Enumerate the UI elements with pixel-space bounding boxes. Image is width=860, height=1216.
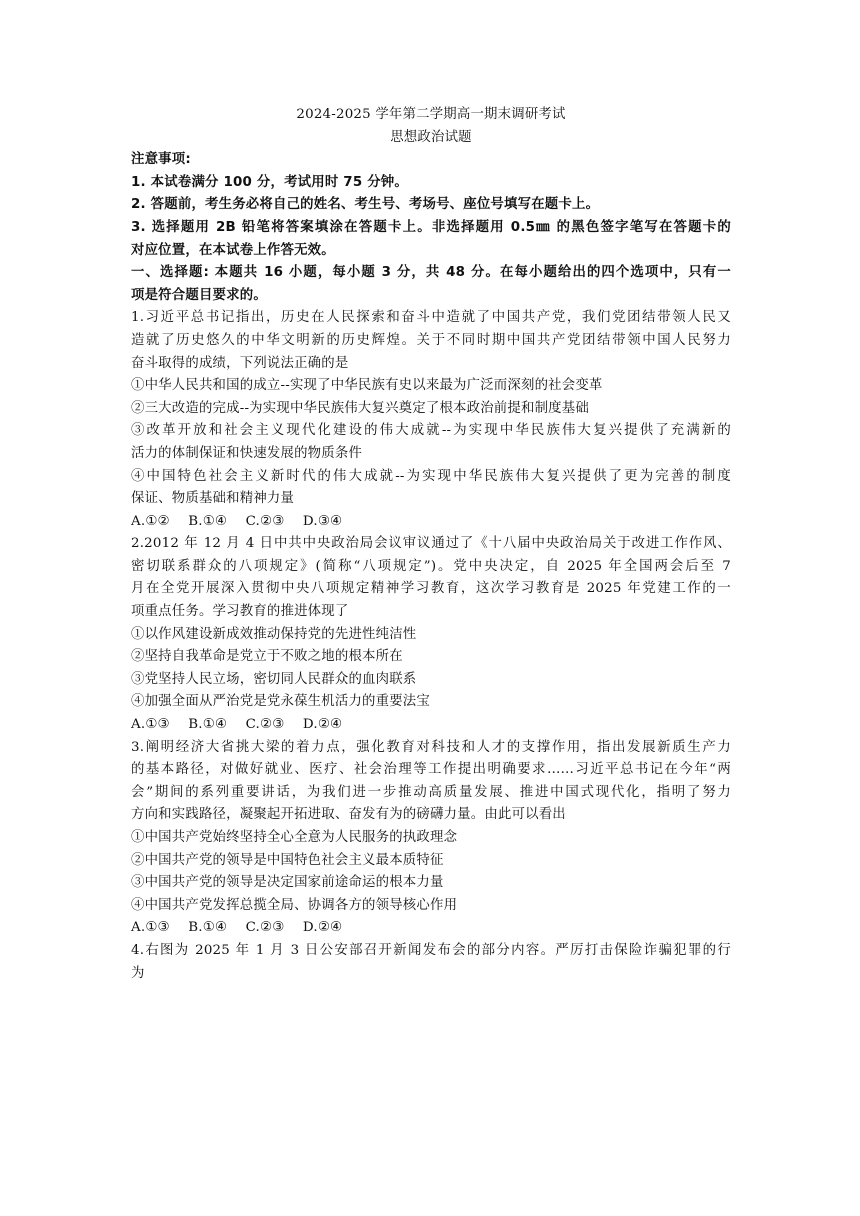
option-a: A.①③ — [131, 920, 170, 936]
option-d: D.③④ — [302, 513, 343, 529]
option-b: B.①④ — [188, 513, 228, 529]
answer-options — [131, 511, 731, 534]
question-1 — [131, 307, 731, 533]
statement: ②坚持自我革命是党立于不败之地的根本所在 — [131, 649, 403, 665]
notes-heading: 注意事项: — [131, 152, 191, 168]
exam-subtitle: 思想政治试题 — [390, 129, 472, 145]
option-d: D.②④ — [302, 920, 343, 936]
question-4 — [131, 940, 731, 985]
question-2 — [131, 533, 731, 736]
section-heading: 一、选择题: 本题共 16 小题，每小题 3 分，共 48 分。在每小题给出的四个选项中，只有一 — [131, 265, 731, 281]
note-item-2: 2. 答题前，考生务必将自己的姓名、考生号、考场号、座位号填写在题卡上。 — [131, 197, 600, 213]
statement: ④加强全面从严治党是党永葆生机活力的重要法宝 — [131, 694, 430, 710]
option-c: C.②③ — [245, 717, 285, 733]
question-stem-line: 会”期间的系列重要讲话，为我们进一步推动高质量发展、推进中国式现代化，指明了努力 — [131, 784, 731, 800]
question-stem-line: 造就了历史悠久的中华文明新的历史辉煌。关于不同时期中国共产党团结带领中国人民努力 — [131, 332, 731, 348]
question-stem-line: 1.习近平总书记指出，历史在人民探索和奋斗中造就了中国共产党，我们党团结带领人民又 — [131, 310, 731, 326]
statement-cont: 保证、物质基础和精神力量 — [131, 491, 295, 507]
question-stem-line: 2.2012 年 12 月 4 日中共中央政治局会议审议通过了《十八届中央政治局关于改进工作作风、 — [131, 536, 731, 552]
question-stem-line: 月在全党开展深入贯彻中央八项规定精神学习教育，这次学习教育是 2025 年党建工作的一 — [131, 581, 731, 597]
option-c: C.②③ — [245, 920, 285, 936]
question-stem-line: 方向和实践路径，凝聚起开拓进取、奋发有为的磅礴力量。由此可以看出 — [131, 807, 566, 823]
statement: ③党坚持人民立场，密切同人民群众的血肉联系 — [131, 671, 417, 687]
statement: ④中国特色社会主义新时代的伟大成就--为实现中华民族伟大复兴提供了更为完善的制度 — [131, 468, 731, 484]
note-item-1: 1. 本试卷满分 100 分，考试用时 75 分钟。 — [131, 174, 408, 190]
note-item-3-cont: 对应位置，在本试卷上作答无效。 — [131, 242, 335, 258]
statement: ①中国共产党始终坚持全心全意为人民服务的执政理念 — [131, 830, 458, 845]
question-stem-line: 3.阐明经济大省挑大梁的着力点，强化教育对科技和人才的支撑作用，指出发展新质生产力 — [131, 739, 731, 755]
option-a: A.①③ — [131, 717, 170, 733]
option-a: A.①② — [131, 513, 170, 529]
statement: ③改革开放和社会主义现代化建设的伟大成就--为实现中华民族伟大复兴提供了充满新的 — [131, 423, 731, 439]
question-stem-line: 奋斗取得的成绩，下列说法正确的是 — [131, 355, 349, 371]
statement: ④中国共产党发挥总揽全局、协调各方的领导核心作用 — [131, 897, 458, 913]
statement: ③中国共产党的领导是决定国家前途命运的根本力量 — [131, 875, 444, 891]
option-d: D.②④ — [302, 717, 343, 733]
question-stem-line: 为 — [131, 965, 145, 981]
statement-cont: 活力的体制保证和快速发展的物质条件 — [131, 445, 363, 461]
statement: ②中国共产党的领导是中国特色社会主义最本质特征 — [131, 852, 444, 868]
statement: ①以作风建设新成效推动保持党的先进性纯洁性 — [131, 626, 417, 642]
note-item-3: 3. 选择题用 2B 铅笔将答案填涂在答题卡上。非选择题用 0.5㎜ 的黑色签字笔写在答题卡的 — [131, 219, 731, 235]
question-stem-line: 的基本路径，对做好就业、医疗、社会治理等工作提出明确要求……习近平总书记在今年“两 — [131, 762, 731, 778]
question-stem-line: 项重点任务。学习教育的推进体现了 — [131, 604, 349, 620]
answer-options — [131, 714, 731, 737]
question-stem-line: 密切联系群众的八项规定》(简称“八项规定”)。党中央决定，自 2025 年全国两会后至 7 — [131, 558, 731, 574]
exam-title: 2024-2025 学年第二学期高一期末调研考试 — [296, 107, 566, 122]
question-stem-line: 4.右图为 2025 年 1 月 3 日公安部召开新闻发布会的部分内容。严厉打击保险诈骗犯罪的行 — [131, 942, 731, 958]
exam-content — [131, 104, 731, 985]
option-b: B.①④ — [188, 920, 228, 936]
question-3 — [131, 737, 731, 940]
statement: ①中华人民共和国的成立--实现了中华民族有史以来最为广泛而深刻的社会变革 — [131, 378, 603, 394]
section-heading-cont: 项是符合题目要求的。 — [131, 287, 267, 303]
answer-options — [131, 917, 731, 940]
statement: ②三大改造的完成--为实现中华民族伟大复兴奠定了根本政治前提和制度基础 — [131, 400, 589, 416]
option-c: C.②③ — [245, 513, 285, 529]
option-b: B.①④ — [188, 717, 228, 733]
